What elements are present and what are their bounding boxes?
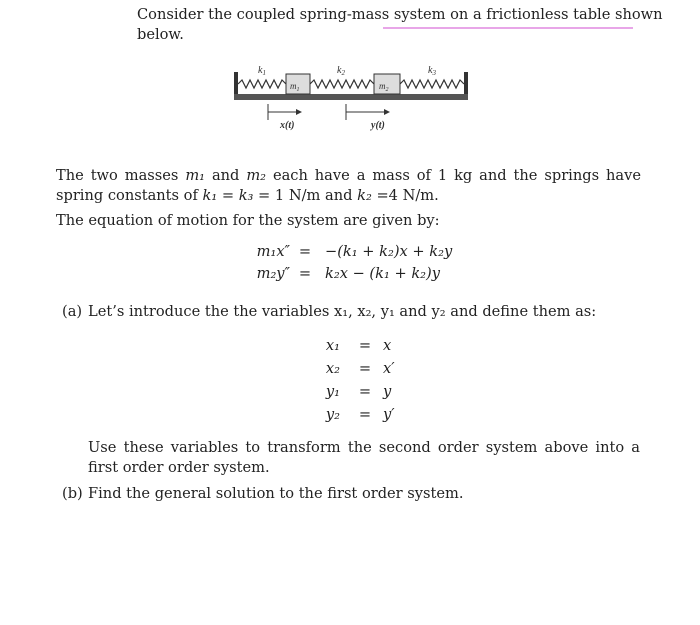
equation-row <box>180 243 500 265</box>
spring-1 <box>238 80 286 88</box>
part-b-text: Find the general solution to the first order system. <box>88 485 464 502</box>
eq2-lhs: m₂y″ <box>256 265 290 282</box>
x-arrowhead <box>296 109 302 115</box>
mass-2-label: $m_2$ <box>379 81 389 93</box>
spring-3-label: $k_3$ <box>428 65 436 77</box>
eq1-lhs: m₁x″ <box>256 243 290 260</box>
table <box>234 94 468 100</box>
part-a-instructions: Use these variables to transform the second order system above into a first order order system. <box>88 439 640 476</box>
eq1-rhs: −(k₁ + k₂)x + k₂y <box>325 243 453 260</box>
definition-row: x₂ = x′ <box>325 360 395 377</box>
spring-2-label: $k_2$ <box>337 65 345 77</box>
definition-row: y₁ = y <box>325 383 392 400</box>
equation-row <box>180 265 500 287</box>
y-arrowhead <box>384 109 390 115</box>
x-disp-label: x(t) <box>280 120 295 131</box>
mass-spring-description: The two masses m₁ and m₂ each have a mass of 1 kg and the springs have spring constants of k₁ = k₃ = 1 N/m and k₂ =4 N/m. <box>56 167 641 204</box>
part-a <box>62 302 596 322</box>
spring-1-label: $k_1$ <box>258 65 266 77</box>
variable-definitions <box>230 337 430 429</box>
equations-of-motion <box>180 243 500 289</box>
eq1-rel: = <box>298 243 312 260</box>
part-b <box>62 484 464 504</box>
part-a-label: (a) <box>62 303 83 320</box>
equation-intro: The equation of motion for the system are given by: <box>56 212 440 229</box>
highlight-underline <box>383 27 633 29</box>
part-b-label: (b) <box>62 485 83 502</box>
definition-row: x₁ = x <box>325 337 392 354</box>
y-disp-label: y(t) <box>371 120 385 131</box>
mass-1-label: $m_1$ <box>290 81 300 93</box>
eq2-rel: = <box>298 265 312 282</box>
eq2-rhs: k₂x − (k₁ + k₂)y <box>325 265 440 282</box>
part-a-text: Let’s introduce the the variables x₁, x₂, y₁ and y₂ and define them as: <box>88 303 597 320</box>
definition-row: y₂ = y′ <box>325 406 395 423</box>
spring-mass-figure <box>228 62 478 134</box>
spring-2 <box>310 80 374 88</box>
intro-sentence: Consider the coupled spring-mass system on a frictionless table shown below. <box>137 6 663 43</box>
spring-3 <box>400 80 464 88</box>
